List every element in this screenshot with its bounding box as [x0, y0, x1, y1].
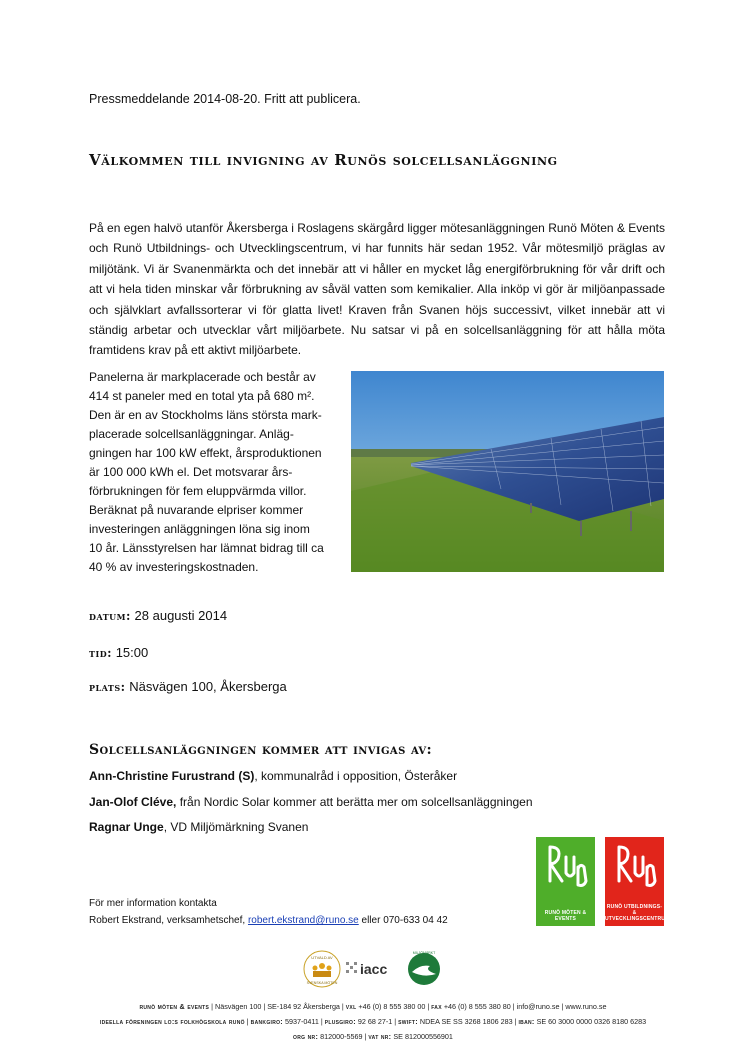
- contact-line: [89, 912, 448, 929]
- speaker-role: , VD Miljömärkning Svanen: [163, 820, 309, 834]
- speaker-name: Ragnar Unge: [89, 820, 164, 834]
- footer-text: 92 68 27-1 |: [355, 1017, 399, 1026]
- footer-text: 5937-0411 |: [283, 1017, 325, 1026]
- certification-badges: [300, 948, 445, 990]
- speaker-name: Ann-Christine Furustrand (S): [89, 769, 255, 783]
- speaker-row: [89, 795, 533, 809]
- date-value: 28 augusti 2014: [134, 608, 228, 623]
- footer-text: | Näsvägen 100 | SE-184 92 Åkersberga |: [209, 1002, 346, 1011]
- contact-suffix: eller 070-633 04 42: [358, 915, 448, 926]
- panel-description: [89, 368, 339, 577]
- intro-paragraph: På en egen halvö utanför Åkersberga i Roslagens skärgård ligger mötesanläggningen Runö Möten & Events och Runö Utbildnings- och Utvecklingscentrum, vi har funnits här sedan 1952. Vår mötesmiljö präglas av miljötänk. Vi är Svanenmärkta och det innebär att vi håller en mycket låg energiförbrukning för vår drift och att vi hela tiden minskar vår förbrukning av såväl vatten som kemikalier. Alla inköp vi gör är miljöanpassade och självklart avfallssorterar vi för glatta livet! Kraven från Svanen höjs successivt, vilket innebär att vi ständig arbetar och utvecklar vårt miljöarbete. Nu satsar vi på en solcellsanläggning för att hålla möta framtidens krav på ett aktivt miljöarbete.: [89, 221, 665, 358]
- footer-company: ideella föreningen lo:s folkhögskola runö: [99, 1017, 245, 1026]
- runo-mark-icon: [536, 837, 595, 897]
- contact-block: [89, 895, 448, 929]
- footer-text: +46 (0) 8 555 380 80 | info@runo.se | www.runo.se: [441, 1002, 607, 1011]
- date-row: [89, 608, 227, 623]
- speaker-role: från Nordic Solar kommer att berätta mer om solcellsanläggningen: [176, 795, 533, 809]
- time-label: tid:: [89, 646, 113, 660]
- footer-text: NDEA SE SS 3268 1806 283 |: [417, 1017, 519, 1026]
- footer-org: [0, 1032, 746, 1041]
- footer-bank: [0, 1017, 746, 1026]
- panel-line: 414 st paneler med en total yta på 680 m².: [89, 389, 315, 403]
- speaker-name: Jan-Olof Cléve,: [89, 795, 177, 809]
- footer-label: org nr:: [293, 1032, 319, 1041]
- panel-line: 40 % av investeringskostnaden.: [89, 560, 259, 574]
- panel-line: investeringen anläggningen löna sig inom: [89, 522, 310, 536]
- footer-text: SE 812000556901: [391, 1032, 453, 1041]
- runo-moten-logo: [536, 837, 595, 926]
- footer-label: iban:: [518, 1017, 535, 1026]
- contact-email-link[interactable]: robert.ekstrand@runo.se: [247, 915, 359, 926]
- contact-intro: För mer information kontakta: [89, 898, 217, 909]
- badge-text-bottom: SVENSKA MÖTEN: [306, 981, 338, 985]
- footer-label: swift:: [398, 1017, 418, 1026]
- time-row: [89, 645, 148, 660]
- red-logo-caption: RUNÖ UTBILDNINGS- & UTVECKLINGSCENTRUM: [605, 904, 670, 922]
- invite-heading: Solcellsanläggningen kommer att invigas av:: [89, 742, 433, 758]
- panel-line: förbrukningen för fem eluppvärmda villor.: [89, 484, 307, 498]
- panel-line: 10 år. Länsstyrelsen har lämnat bidrag till ca: [89, 541, 324, 555]
- footer-label: plusgiro:: [324, 1017, 356, 1026]
- svanen-ecolabel-icon: [408, 951, 440, 985]
- speaker-row: [89, 769, 457, 783]
- runo-mark-icon: [605, 837, 664, 897]
- solar-field-photo: [351, 371, 664, 572]
- footer-text: |: [244, 1017, 251, 1026]
- iacc-logo-icon: [346, 961, 387, 977]
- green-logo-caption: RUNÖ MÖTEN & EVENTS: [544, 910, 587, 922]
- speaker-row: [89, 820, 308, 834]
- time-value: 15:00: [115, 645, 149, 660]
- panel-line: gningen har 100 kW effekt, årsproduktionen: [89, 446, 322, 460]
- panel-line: är 100 000 kWh el. Det motsvarar års-: [89, 465, 293, 479]
- svenska-moten-badge-icon: [304, 951, 340, 987]
- press-line: Pressmeddelande 2014-08-20. Fritt att publicera.: [89, 92, 361, 106]
- place-label: plats:: [89, 680, 126, 694]
- footer-text: +46 (0) 8 555 380 00 |: [356, 1002, 432, 1011]
- panel-line: Den är en av Stockholms läns största mark-: [89, 408, 322, 422]
- panel-line: Beräknat på nuvarande elpriser kommer: [89, 503, 304, 517]
- footer-text: 812000-5569 |: [318, 1032, 369, 1041]
- svanen-text: MILJÖMÄRKT: [412, 951, 436, 955]
- footer-label: bankgiro:: [250, 1017, 283, 1026]
- footer-label: vxl: [345, 1002, 357, 1011]
- footer-company: runö möten & events: [139, 1002, 210, 1011]
- panel-line: Panelerna är markplacerade och består av: [89, 370, 316, 384]
- date-label: datum:: [89, 609, 131, 623]
- speaker-role: , kommunalråd i opposition, Österåker: [254, 769, 458, 783]
- page-title: Välkommen till invigning av Runös solcellsanläggning: [89, 151, 558, 169]
- footer-label: vat nr:: [368, 1032, 392, 1041]
- panel-line: placerade solcellsanläggningar. Anläg-: [89, 427, 294, 441]
- footer-label: fax: [431, 1002, 442, 1011]
- badge-text-top: UTVALD AV: [311, 955, 333, 960]
- place-row: [89, 679, 287, 694]
- place-value: Näsvägen 100, Åkersberga: [129, 679, 287, 694]
- contact-prefix: Robert Ekstrand, verksamhetschef,: [89, 915, 248, 926]
- runo-utbildning-logo: [605, 837, 670, 926]
- iacc-text: iacc: [360, 961, 388, 977]
- footer-address: [0, 1002, 746, 1011]
- footer-text: SE 60 3000 0000 0326 8180 6283: [534, 1017, 647, 1026]
